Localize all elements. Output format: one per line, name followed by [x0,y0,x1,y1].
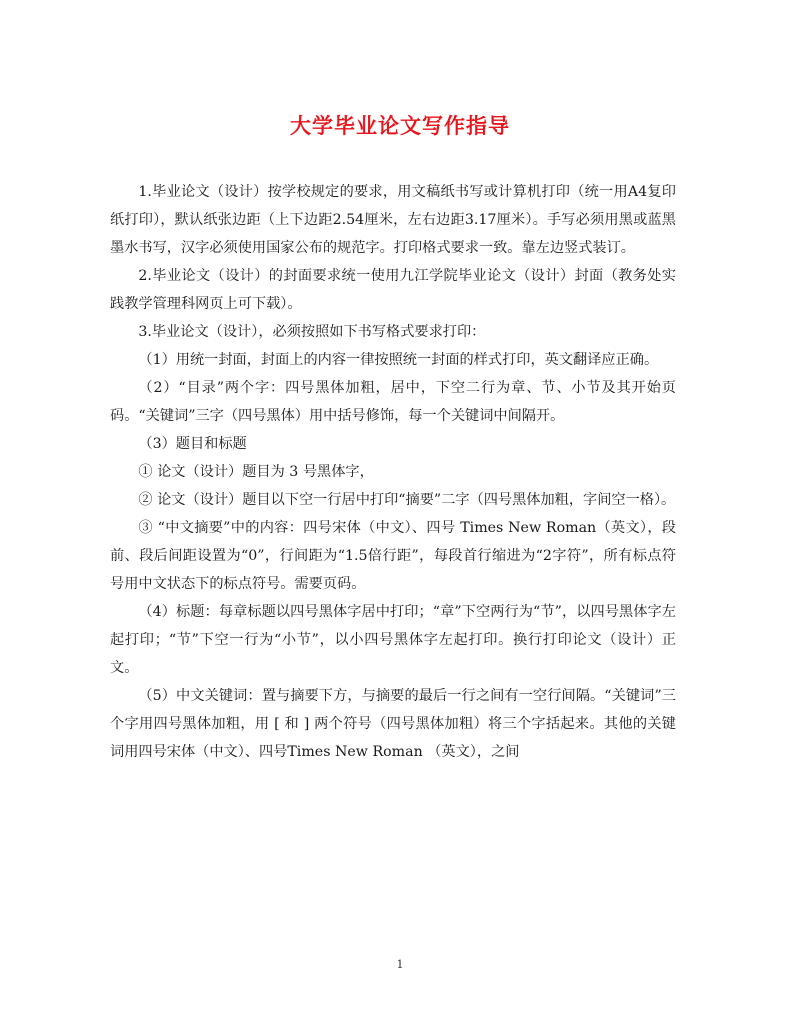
paragraph-6: （3）题目和标题 [138,436,247,452]
paragraph-8: ② 论文（设计）题目以下空一行居中打印“摘要”二字（四号黑体加粗，字间空一格）。 [138,492,676,508]
paragraph-2: 2.毕业论文（设计）的封面要求统一使用九江学院毕业论文（设计）封面（教务处实践教学管理科网页上可下载）。 [110,268,676,312]
document-body [110,178,676,766]
paragraph-10: （4）标题：每章标题以四号黑体字居中打印；“章”下空两行为“节”，以四号黑体字左起打印；“节”下空一行为“小节”，以小四号黑体字左起打印。换行打印论文（设计）正文。 [110,604,676,676]
document-title: 大学毕业论文写作指导 [290,114,510,138]
page-number: 1 [396,958,404,971]
paragraph-1: 1.毕业论文（设计）按学校规定的要求，用文稿纸书写或计算机打印（统一用A4复印纸打印），默认纸张边距（上下边距2.54厘米，左右边距3.17厘米）。手写必须用黑或蓝黑墨水书写，汉字必须使用国家公布的规范字。打印格式要求一致。靠左边竖式装订。 [110,184,676,256]
paragraph-5: （2）“目录”两个字：四号黑体加粗，居中，下空二行为章、节、小节及其开始页码。“关键词”三字（四号黑体）用中括号修饰，每一个关键词中间隔开。 [110,380,676,424]
paragraph-4: （1）用统一封面，封面上的内容一律按照统一封面的样式打印，英文翻译应正确。 [138,352,659,368]
paragraph-11: （5）中文关键词：置与摘要下方，与摘要的最后一行之间有一空行间隔。“关键词”三个字用四号黑体加粗，用 [ 和 ] 两个符号（四号黑体加粗）将三个字括起来。其他的关键词用四号宋体（中文）、四号Times New Roman （英文），之间 [110,688,676,760]
paragraph-7: ① 论文（设计）题目为 3 号黑体字， [138,464,374,480]
paragraph-9: ③ “中文摘要”中的内容：四号宋体（中文）、四号 Times New Roman（英文），段前、段后间距设置为“0”，行间距为“1.5倍行距”，每段首行缩进为“2字符”，所有标点符号用中文状态下的标点符号。需要页码。 [110,520,676,592]
paragraph-3: 3.毕业论文（设计），必须按照如下书写格式要求打印： [138,324,486,340]
